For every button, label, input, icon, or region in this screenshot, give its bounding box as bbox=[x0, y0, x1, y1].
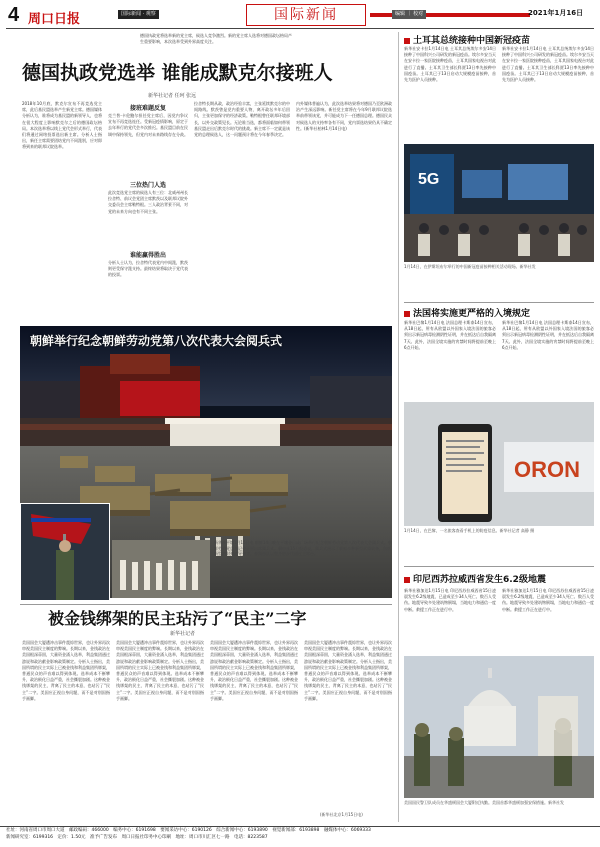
democracy-col-3: 美国国会大厦遭冲击事件震惊世界，也让外界再次审视美国民主制度的弊端。长期以来，金钱政治在美国根深蒂固，大量资金涌入选举，利益集团通过游说和政治献金影响政策制定。分析人士指出，美国所谓的民主实际上已被金钱和利益集团所绑架，普通民众的声音难以得到体现。选举成本不断攀升，政治极化日益严重，社会撕裂加剧。这种被金钱绑架的民主，背离了民主的本意，也玷污了“民主”二字。美国应正视自身问题，而不是对别国指手画脚。 bbox=[210, 640, 298, 701]
conference-scene bbox=[404, 144, 594, 262]
newspaper-logo: 周口日报 bbox=[28, 12, 81, 27]
section-title: 国际新闻 bbox=[246, 4, 366, 26]
subhead-1: 接班难题反复 bbox=[129, 105, 166, 112]
page-footer bbox=[0, 826, 600, 847]
vaccine-col-2: 新华社安卡拉1月14日电 土耳其总统埃尔多安14日接种了中国科兴公司研发的新冠疫苗。埃尔多安当天在安卡拉一家医院接种疫苗，土耳其国家电视台对此进行了直播。土耳其卫生部长科贾13日率先接种中国疫苗。土耳其已于13日启动大规模疫苗接种，首先为医护人员接种。 bbox=[502, 46, 594, 83]
parade-caption: 新华社平壤1月15日电 朝鲜14日晚在平壤金日成广场举行纪念朝鲜劳动党第八次代表大会阅兵式。朝鲜劳动党总书记金正恩出席阅兵式。朝中社15日报道说，阅兵式展示了朝鲜多种新型武器装备，包括新型潜射弹道导弹等。参阅部队以整齐的步伐通过主席台。 bbox=[214, 540, 392, 557]
germany-col-2a: 克兰普-卡伦鲍尔担任党主席后，因党内争议宣布不再竞选连任。受新冠疫情影响，原定于去年举行的党代会多次推迟。基民盟目前在民调中保持领先，但党内对未来路线存在分歧。 bbox=[108, 113, 188, 137]
svg-text:ORON: ORON bbox=[514, 457, 580, 482]
headline-parade: 朝鲜举行纪念朝鲜劳动党第八次代表大会阅兵式 bbox=[30, 334, 283, 348]
democracy-sign: (新华社北京1月15日电) bbox=[320, 812, 363, 817]
germany-col-2c: 分析人士认为，拉舍特代表党内中间派，默茨则更受保守派支持。最终结果将取决于党代表的投票。 bbox=[108, 260, 188, 278]
subhead-2: 三位热门人选 bbox=[129, 182, 166, 189]
bullet-square-icon bbox=[404, 577, 410, 583]
capitol-guards-scene bbox=[404, 656, 594, 798]
democracy-col-4: 美国国会大厦遭冲击事件震惊世界，也让外界再次审视美国民主制度的弊端。长期以来，金钱政治在美国根深蒂固，大量资金涌入选举，利益集团通过游说和政治献金影响政策制定。分析人士指出，美国所谓的民主实际上已被金钱和利益集团所绑架，普通民众的声音难以得到体现。选举成本不断攀升，政治极化日益严重，社会撕裂加剧。这种被金钱绑架的民主，背离了民主的本意，也玷污了“民主”二字。美国应正视自身问题，而不是对别国指手画脚。 bbox=[304, 640, 392, 701]
subhead-3: 谁能赢得胜出 bbox=[129, 252, 166, 259]
page-number: 4 bbox=[8, 4, 20, 26]
byline-democracy: 新华社记者 bbox=[170, 631, 196, 637]
issue-date: 2021年1月16日 bbox=[528, 9, 584, 17]
germany-col-2b: 此次竞选党主席的候选人有三位：北威州州长拉舍特、前议会党团主席默茨以及联邦议院外交委员会主席勒特根。三人政治背景不同，对党的未来方向也有不同主张。 bbox=[108, 190, 188, 214]
header-tag-left: 国际新闻 · 观察 bbox=[118, 10, 159, 19]
democracy-top-rule bbox=[20, 604, 392, 605]
column-divider bbox=[398, 32, 399, 822]
phone-caption: 1月14日，在巴黎，一名旅客查看手机上的防疫信息。新华社记者 高静 摄 bbox=[404, 528, 535, 533]
svg-text:5G: 5G bbox=[418, 171, 440, 188]
france-col-1: 新华社巴黎1月14日电 法国总理卡斯泰14日宣布，从18日起，所有从欧盟以外国家入境法国的旅客必须出示新冠病毒检测阴性证明，并在抵达后自我隔离7天。此外，法国全境实施的宵禁时间将提前至晚上6点开始。 bbox=[404, 320, 496, 350]
vaccine-photo bbox=[404, 144, 594, 262]
headline-france: 法国将实施更严格的入境规定 bbox=[404, 306, 594, 319]
democracy-col-2: 美国国会大厦遭冲击事件震惊世界，也让外界再次审视美国民主制度的弊端。长期以来，金钱政治在美国根深蒂固，大量资金涌入选举，利益集团通过游说和政治献金影响政策制定。分析人士指出，美国所谓的民主实际上已被金钱和利益集团所绑架，普通民众的声音难以得到体现。选举成本不断攀升，政治极化日益严重，社会撕裂加剧。这种被金钱绑架的民主，背离了民主的本意，也玷污了“民主”二字。美国应正视自身问题，而不是对别国指手画脚。 bbox=[116, 640, 204, 701]
header-rule bbox=[6, 28, 594, 29]
germany-col-3: 拉舍特长期从政，政治经验丰富，主张延续默克尔的中间路线。默茨曾是党内重要人物，离开政坛多年后回归，主张更加保守的经济政策。勒特根曾任联邦环境部长，以外交政策见长。无论谁当选，都将面临如何带领基民盟走出后默克尔时代的挑战。新主席不一定就是该党的总理候选人，这一问题预计将在今年春季决定。 bbox=[194, 101, 290, 138]
intro-text: 德国执政党将选举新的党主席，候选人竞争激烈。新的党主席人选将对德国政坛格局产生重要影响，本次选举受到外界高度关注。 bbox=[140, 33, 292, 45]
headline-vaccine: 土耳其总统接种中国新冠疫苗 bbox=[404, 33, 594, 46]
headline-germany: 德国执政党选举 谁能成默克尔接班人 bbox=[22, 62, 333, 84]
quake-col-2: 新华社雅加达1月15日电 印尼西苏拉威西省15日凌晨发生6.2级地震，已造成至少34人死亡、数百人受伤。地震导致多处建筑物倒塌，当地电力和通信一度中断。救援工作正在进行中。 bbox=[502, 588, 594, 612]
bullet-square-icon bbox=[404, 38, 410, 44]
headline-quake: 印尼西苏拉威西省发生6.2级地震 bbox=[404, 572, 594, 585]
header-tag-right: 编辑 ｜ 校对 bbox=[392, 10, 426, 19]
capitol-caption: 美国国民警卫队成员在华盛顿国会大厦附近执勤。美国首都华盛顿加强安保措施。新华社发 bbox=[404, 800, 564, 805]
capitol-photo bbox=[404, 656, 594, 798]
footer-line-2: 新闻研究室：6199316 定价：1.50元 准予广告发布 周口日报社印务中心印刷 地址：周口市川汇区七一路 电话：8223587 bbox=[6, 835, 268, 840]
soldier-flag-scene bbox=[21, 504, 109, 600]
phone-photo bbox=[404, 402, 594, 526]
bullet-square-icon bbox=[404, 311, 410, 317]
ceremony-inset-photo bbox=[112, 540, 210, 598]
headline-democracy: 被金钱绑架的民主玷污了“民主”二字 bbox=[48, 609, 307, 628]
airport-phone-scene bbox=[404, 402, 594, 526]
quake-top-rule bbox=[404, 566, 594, 567]
germany-col-4: 内外媒体普遍认为，此次选举结果将对德国乃至欧洲政治产生深远影响。新任党主席将在今年9月联邦议院选举前带领该党，并可能成为下一任德国总理。德国民众对候选人的支持率各有不同，党内票选结果仍具不确定性。(新华社柏林1月14日电) bbox=[296, 101, 392, 131]
quake-col-1: 新华社雅加达1月15日电 印尼西苏拉威西省15日凌晨发生6.2级地震，已造成至少34人死亡、数百人受伤。地震导致多处建筑物倒塌，当地电力和通信一度中断。救援工作正在进行中。 bbox=[404, 588, 496, 612]
democracy-col-1: 美国国会大厦遭冲击事件震惊世界，也让外界再次审视美国民主制度的弊端。长期以来，金钱政治在美国根深蒂固，大量资金涌入选举，利益集团通过游说和政治献金影响政策制定。分析人士指出，美国所谓的民主实际上已被金钱和利益集团所绑架，普通民众的声音难以得到体现。选举成本不断攀升，政治极化日益严重，社会撕裂加剧。这种被金钱绑架的民主，背离了民主的本意，也玷污了“民主”二字。美国应正视自身问题，而不是对别国指手画脚。 bbox=[22, 640, 110, 701]
france-col-2: 新华社巴黎1月14日电 法国总理卡斯泰14日宣布，从18日起，所有从欧盟以外国家入境法国的旅客必须出示新冠病毒检测阴性证明，并在抵达后自我隔离7天。此外，法国全境实施的宵禁时间将提前至晚上6点开始。 bbox=[502, 320, 594, 350]
soldier-inset-photo bbox=[20, 503, 110, 601]
footer-line-1: 社址：河南省周口市周口大道 邮政编码：466000 编务中心：6191698 要闻采访中心：6190126 综合新闻中心：6193890 视觉新闻部：6193898 融媒体中心：6069333 bbox=[6, 828, 371, 833]
germany-col-1: 2018年10月底，默克尔宣布不再竞选党主席，此后基民盟选举产生新党主席。德国媒体分析认为，谁将成为基民盟的新领导人，也将在很大程度上影响默克尔之后的德国政坛格局。本次选举将以线上党代会形式举行，代表们将通过网络投票选出新主席。分析人士指出，新任主席需要团结党内不同派别，应对即将到来的联邦议院选举。 bbox=[22, 101, 102, 150]
france-top-rule bbox=[404, 302, 594, 303]
vaccine-col-1: 新华社安卡拉1月14日电 土耳其总统埃尔多安14日接种了中国科兴公司研发的新冠疫苗。埃尔多安当天在安卡拉一家医院接种疫苗，土耳其国家电视台对此进行了直播。土耳其卫生部长科贾13日率先接种中国疫苗。土耳其已于13日启动大规模疫苗接种，首先为医护人员接种。 bbox=[404, 46, 496, 83]
ceremony-scene bbox=[112, 540, 210, 598]
vaccine-caption: 1月14日，在伊斯坦布尔举行的中国新冠疫苗接种相关活动现场。新华社发 bbox=[404, 264, 536, 269]
byline-germany: 新华社记者 任珂 张远 bbox=[148, 93, 197, 99]
